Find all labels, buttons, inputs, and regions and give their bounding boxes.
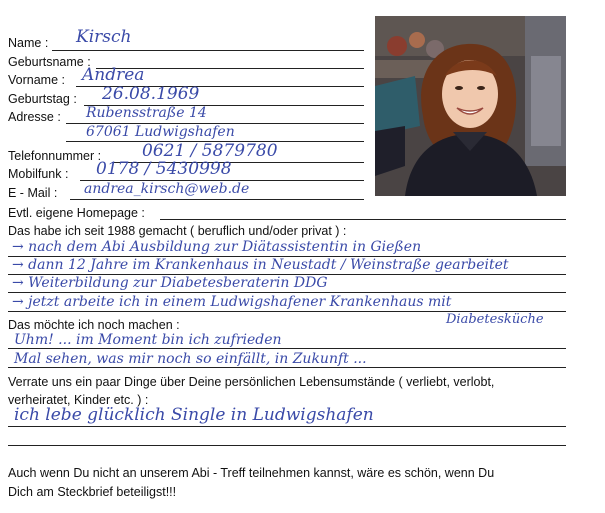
homepage-label: Evtl. eigene Homepage : (8, 206, 145, 220)
email-line (70, 199, 364, 200)
mobil-value[interactable]: 0178 / 5430998 (96, 159, 232, 179)
personal-question-1: Verrate uns ein paar Dinge über Deine persönlichen Lebensumstände ( verliebt, verlobt, (8, 375, 495, 389)
vorname-value[interactable]: Andrea (82, 65, 145, 85)
personal-answer[interactable]: ich lebe glücklich Single in Ludwigshafen (14, 405, 374, 425)
vorname-label: Vorname : (8, 73, 65, 87)
plans-answer-2[interactable]: Mal sehen, was mir noch so einfällt, in Zukunft ... (14, 351, 367, 367)
adresse-value-1[interactable]: Rubensstraße 14 (86, 105, 207, 121)
telefon-value[interactable]: 0621 / 5879780 (142, 141, 278, 161)
plans-answer-1[interactable]: Uhm! ... im Moment bin ich zufrieden (14, 332, 282, 348)
name-label: Name : (8, 36, 49, 50)
since1988-continuation[interactable]: Diabetesküche (446, 312, 544, 327)
since1988-question: Das habe ich seit 1988 gemacht ( beruflich und/oder privat ) : (8, 224, 347, 238)
telefon-label: Telefonnummer : (8, 149, 102, 163)
email-label: E - Mail : (8, 186, 58, 200)
geburtstag-value[interactable]: 26.08.1969 (102, 84, 200, 104)
email-value[interactable]: andrea_kirsch@web.de (84, 181, 250, 197)
personal-line-1 (8, 426, 566, 427)
footer-line-1: Auch wenn Du nicht an unserem Abi - Treff teilnehmen kannst, wäre es schön, wenn Du (8, 466, 495, 480)
name-line (52, 50, 364, 51)
footer-note (8, 464, 494, 502)
portrait-illustration (375, 16, 566, 196)
geburtsname-label: Geburtsname : (8, 55, 91, 69)
portrait-photo (375, 16, 566, 196)
adresse-value-2[interactable]: 67061 Ludwigshafen (86, 124, 235, 140)
plans-question: Das möchte ich noch machen : (8, 318, 180, 332)
since1988-answer-2[interactable]: → dann 12 Jahre im Krankenhaus in Neustadt / Weinstraße gearbeitet (12, 257, 509, 273)
footer-line-2: Dich am Steckbrief beteiligst!!! (8, 485, 177, 499)
personal-line-2 (8, 445, 566, 446)
homepage-line (160, 219, 566, 220)
since1988-answer-4[interactable]: → jetzt arbeite ich in einem Ludwigshafener Krankenhaus mit (12, 294, 452, 310)
since1988-line-3 (8, 292, 566, 293)
geburtstag-label: Geburtstag : (8, 92, 77, 106)
since1988-answer-1[interactable]: → nach dem Abi Ausbildung zur Diätassistentin in Gießen (12, 239, 422, 255)
adresse-label: Adresse : (8, 110, 61, 124)
name-value[interactable]: Kirsch (76, 27, 132, 47)
plans-line-1 (8, 348, 566, 349)
since1988-answer-3[interactable]: → Weiterbildung zur Diabetesberaterin DDG (12, 275, 328, 291)
personal-question-2: verheiratet, Kinder etc. ) : (8, 393, 149, 407)
plans-line-2 (8, 367, 566, 368)
mobil-label: Mobilfunk : (8, 167, 69, 181)
